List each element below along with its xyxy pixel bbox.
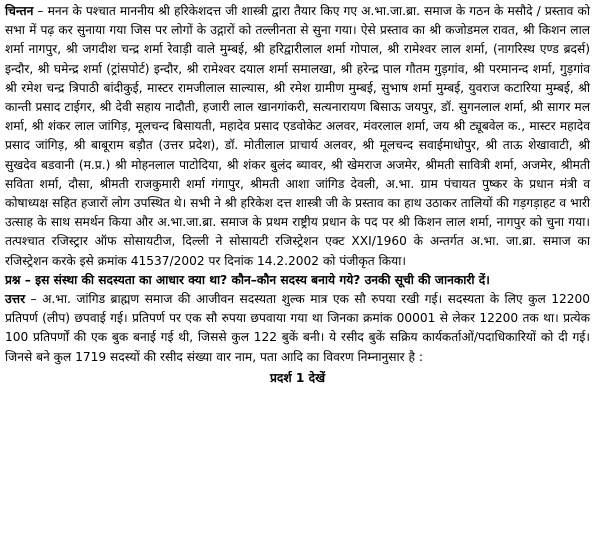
exhibit-reference: प्रदर्श 1 देखें — [269, 370, 326, 385]
question-paragraph: प्रश्न – इस संस्था की सदस्यता का आधार क्या था? कौन–कौन सदस्य बनाये गये? उनकी सूची की जानकारी दें। — [5, 272, 490, 287]
answer-paragraph — [5, 290, 590, 367]
chintan-text: – मनन के पश्चात माननीय श्री हरिकेशदत्त जी शास्त्री द्वारा तैयार किए गए अ.भा.जा.ब्रा. समाज के गठन के मसौदे / प्रस्ताव को सभा में पढ़ कर सुनाया गया जिस पर लोगों के उद्गारों को तल्लीनता से सुना गया। ऐसे प्रस्ताव का श्री कजोडमल रावत, श्री किशन लाल शर्मा नागपुर, श्री जगदीश चन्द्र शर्मा रेवाड़ी वाले मुम्बई, श्री हरिद्वारीलाल शर्मा गोपाल, श्री रामेश्वर लाल शर्मा, (नागरिस्थ एण्ड ब्रदर्स) इन्दौर, श्री घमेन्द्र शर्मा (ट्रांसपोर्ट) इन्दौर, श्री रामेश्वर दयाल शर्मा समालखा, श्री हरेन्द्र पाल गौतम गुड़गांव, श्री परमानन्द शर्मा, गुड़गांव श्री रमेश चन्द्र त्रिपाठी बांदीकुई, मास्टर रामजीलाल साल्यास, श्री रमेश ग्रामीण मुम्बई, सुभाष शर्मा मुम्बई, युवराज कटारिया मुम्बई, श्री कान्ती प्रसाद टाईगर, श्री देवी सहाय नादौती, हजारी लाल खानगांकरी, सत्यनारायण बिसाऊ जयपुर, डॉ. सुगनलाल शर्मा, श्री सागर मल शर्मा, श्री शंकर लाल जांगिड़, मूलचन्द बिसायती, महादेव प्रसाद एडवोकेट अलवर, मंवरलाल शर्मा, जय श्री ट्यूबवेल क., मास्टर महादेव प्रसाद जांगिड़, श्री बाबूराम बड़ौत (उत्तर प्रदेश), डॉ. मोतीलाल प्राचार्य अलवर, श्री मूलचन्द सवाईमाधोपुर, श्री ताऊ शेखावाटी, श्री सुखदेव बडवानी (म.प्र.) श्री मोहनलाल पाटोदिया, श्री शंकर बुलंद ब्यावर, श्री खेमराज अजमेर, श्रीमती सावित्री शर्मा, अजमेर, श्रीमती सविता शर्मा, दौसा, श्रीमती राजकुमारी शर्मा गंगापुर, श्रीमती आशा जांगिड देवली, अ.भा. ग्राम पंचायत पुष्कर के प्रधान मंत्री व कोषाध्यक्ष सहित हजारों लोग उपस्थित थे। सभी ने श्री हरिकेश दत्त शास्त्री जी के प्रस्ताव का हाथ उठाकर तालियों की गड़गड़ाहट व भारी उत्साह के साथ समर्थन किया और अ.भा.जा.ब्रा. समाज के प्रथम राष्ट्रीय प्रधान के पद पर श्री किशन लाल शर्मा, नागपुर को चुना गया। तत्पश्चात रजिस्ट्रार ऑफ सोसायटीज, दिल्ली ने सोसायटी रजिस्ट्रेशन एक्ट XXI/1960 के अन्तर्गत अ.भा. जा.ब्रा. समाज का रजिस्ट्रेशन करके इसे क्रमांक 41537/2002 पर दिनांक 14.2.2002 को पंजीकृत किया। — [5, 4, 590, 268]
chintan-paragraph — [5, 2, 590, 271]
answer-label: उत्तर — [5, 292, 26, 307]
answer-text: – अ.भा. जांगिड ब्राह्मण समाज की आजीवन सदस्यता शुल्क मात्र एक सौ रुपया रखी गई। सदस्यता के लिए कुल 12200 प्रतिपर्ण (लीप) छपवाई गई। प्रतिपर्ण पर एक सौ रुपया छपवाया गया था जिनका क्रमांक 00001 से लेकर 12200 तक था। प्रत्येक 100 प्रतिपर्णों की एक बुक बनाई गई थी, जिससे कुल 122 बुकें बनी। ये रसीद बुकें सक्रिय कार्यकर्ताओं/पदाधिकारियों को दी गई। जिनसे बने कुल 1719 सदस्यों की रसीद संख्या वार नाम, पता आदि का विवरण निम्नानुसार है : — [5, 292, 590, 364]
chintan-label: चिन्तन — [5, 4, 34, 18]
